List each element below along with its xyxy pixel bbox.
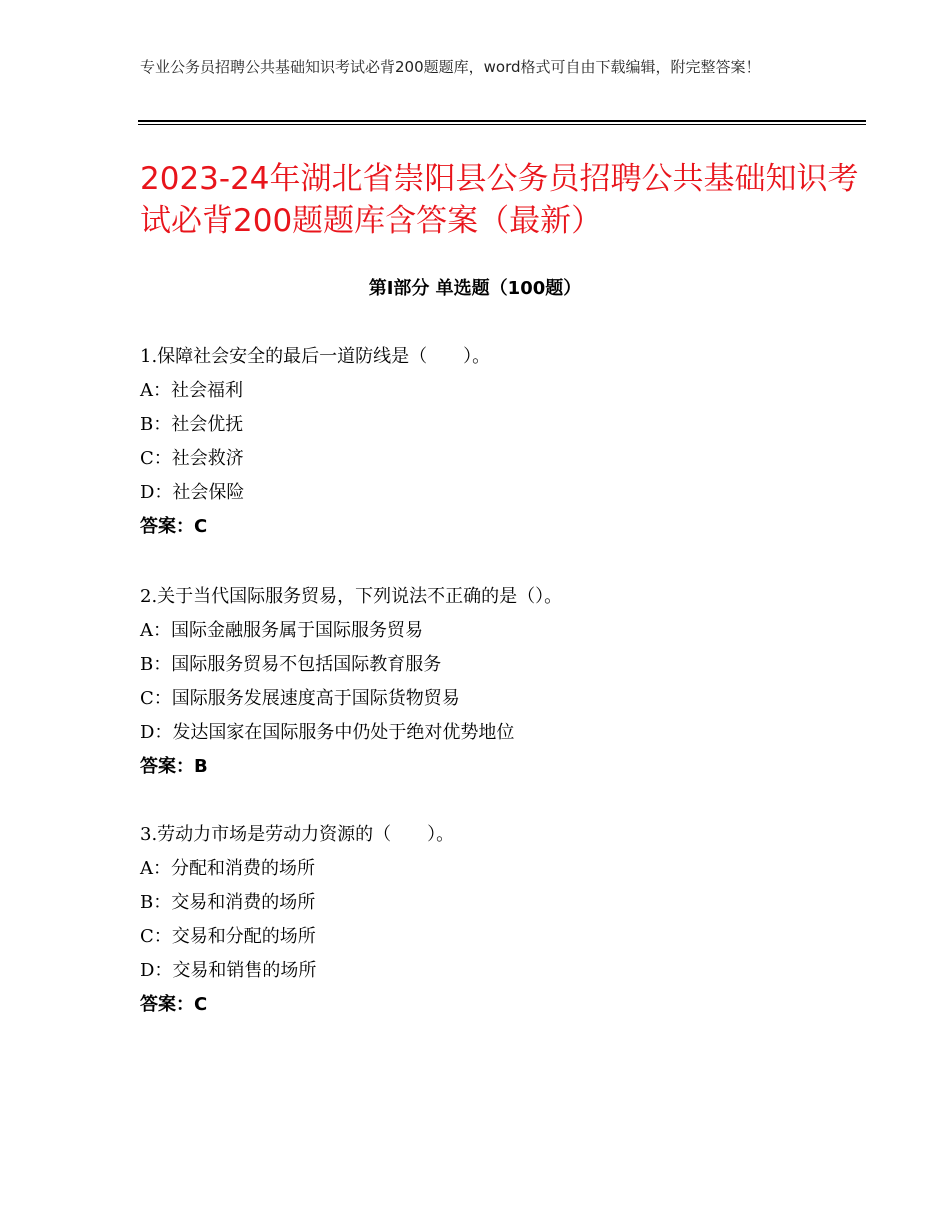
option-a: A：社会福利 (140, 380, 243, 401)
document-title: 2023-24年湖北省崇阳县公务员招聘公共基础知识考试必背200题题库含答案（最新） (140, 161, 859, 239)
option-a: A：国际金融服务属于国际服务贸易 (140, 620, 423, 641)
question-1 (140, 340, 860, 544)
question-3 (140, 818, 860, 1022)
question-stem: 2.关于当代国际服务贸易，下列说法不正确的是（）。 (140, 586, 563, 607)
option-b: B：社会优抚 (140, 414, 244, 435)
answer: 答案：C (140, 994, 208, 1015)
header-note: 专业公务员招聘公共基础知识考试必背200题题库，word格式可自由下载编辑，附完整答案！ (140, 58, 761, 76)
header-rule-thin (138, 124, 866, 125)
option-d: D：社会保险 (140, 482, 245, 503)
section-heading: 第Ⅰ部分 单选题（100题） (368, 278, 582, 299)
header-rule-thick (138, 120, 866, 122)
option-d: D：交易和销售的场所 (140, 960, 317, 981)
answer: 答案：C (140, 516, 208, 537)
question-2 (140, 580, 860, 784)
question-stem: 3.劳动力市场是劳动力资源的（ ）。 (140, 824, 455, 845)
option-d: D：发达国家在国际服务中仍处于绝对优势地位 (140, 722, 515, 743)
option-b: B：交易和消费的场所 (140, 892, 316, 913)
option-a: A：分配和消费的场所 (140, 858, 315, 879)
option-c: C：社会救济 (140, 448, 244, 469)
answer: 答案：B (140, 756, 208, 777)
option-b: B：国际服务贸易不包括国际教育服务 (140, 654, 442, 675)
option-c: C：国际服务发展速度高于国际货物贸易 (140, 688, 460, 709)
option-c: C：交易和分配的场所 (140, 926, 316, 947)
question-stem: 1.保障社会安全的最后一道防线是（ ）。 (140, 346, 491, 367)
